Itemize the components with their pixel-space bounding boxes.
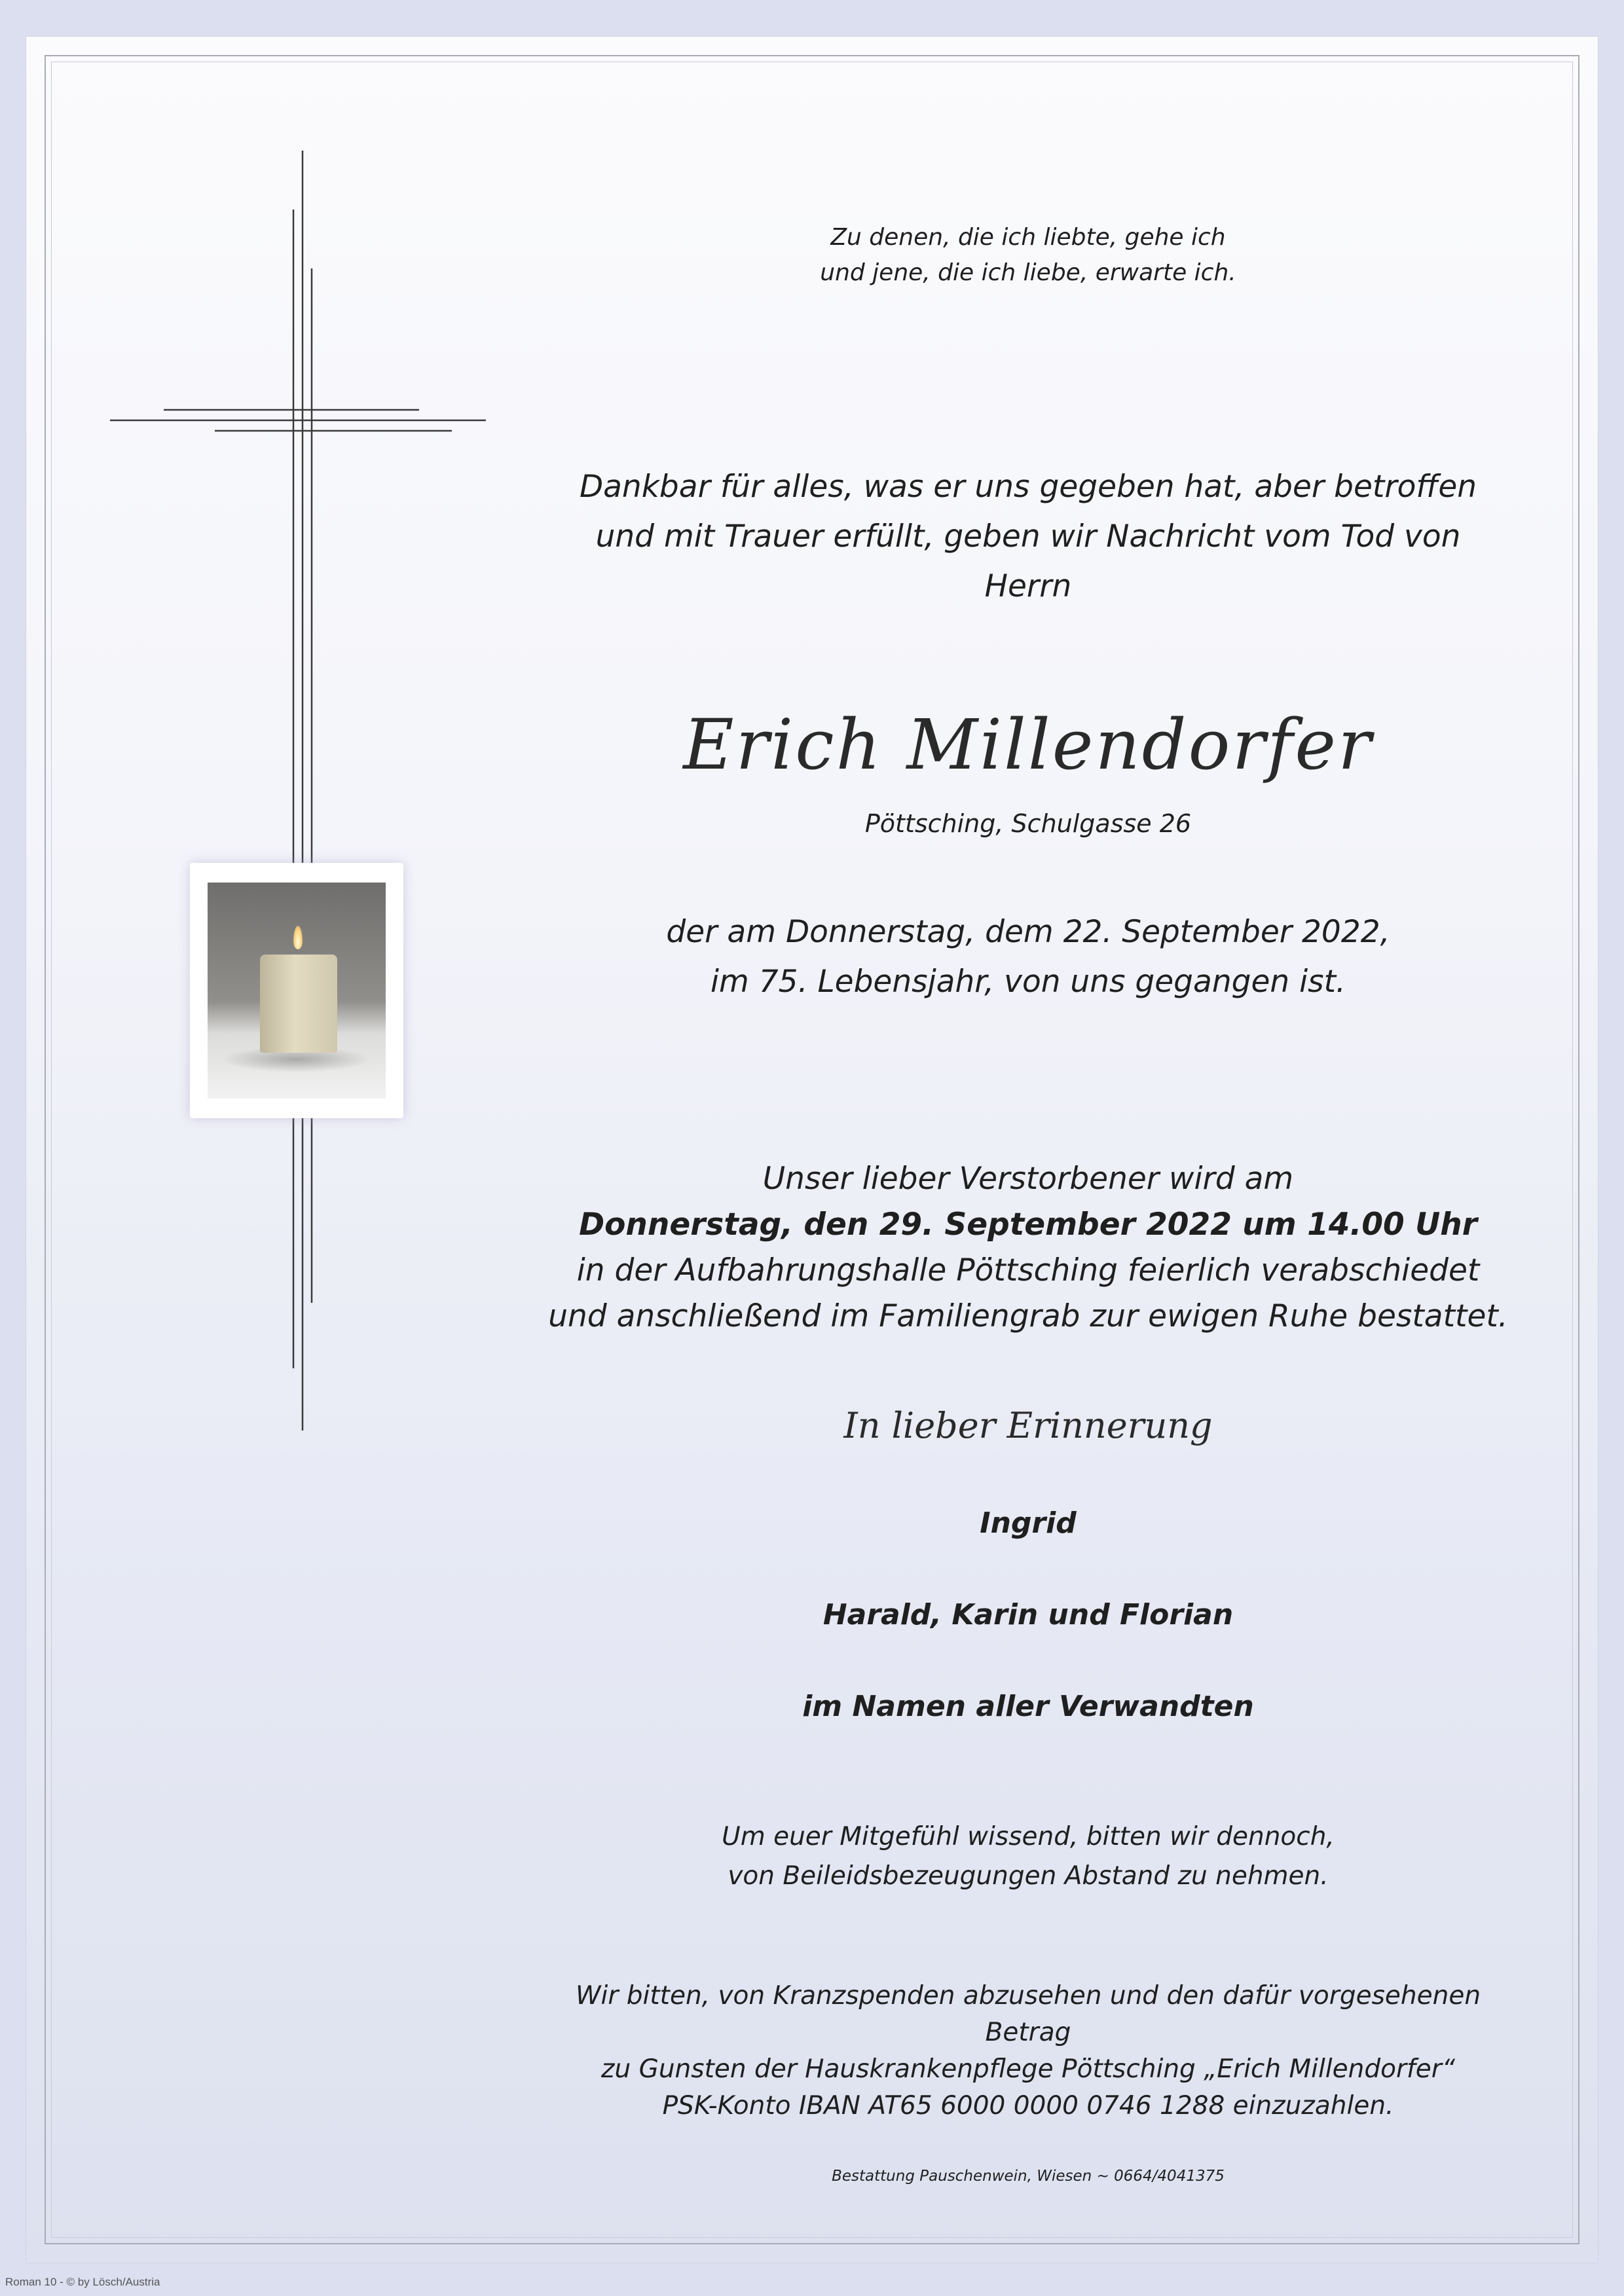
funeral-line: und anschließend im Familiengrab zur ewigen Ruhe bestattet. — [548, 1298, 1508, 1334]
intro-line: und mit Trauer erfüllt, geben wir Nachricht vom Tod von — [595, 519, 1461, 555]
deceased-name: Erich Millendorfer — [683, 704, 1373, 785]
death-line: im 75. Lebensjahr, von uns gegangen ist. — [710, 964, 1346, 1000]
candle-photo — [208, 883, 386, 1099]
donation-line: Wir bitten, von Kranzspenden abzusehen und den dafür vorgesehenen Betrag — [575, 1981, 1481, 2047]
motto-line: Zu denen, die ich liebte, gehe ich — [830, 224, 1226, 251]
intro-line: Dankbar für alles, was er uns gegeben hat, aber betroffen — [579, 469, 1477, 505]
memory-heading: In lieber Erinnerung — [843, 1405, 1213, 1446]
funeral-line: in der Aufbahrungshalle Pöttsching feierlich verabschiedet — [576, 1252, 1480, 1288]
family-member: im Namen aller Verwandten — [802, 1690, 1254, 1723]
candle-image — [190, 863, 403, 1118]
address: Pöttsching, Schulgasse 26 — [864, 809, 1192, 838]
donation-line: PSK-Konto IBAN AT65 6000 0000 0746 1288 einzuzahlen. — [662, 2091, 1394, 2121]
funeral-line: Unser lieber Verstorbener wird am — [762, 1161, 1294, 1197]
funeral-date: Donnerstag, den 29. September 2022 um 14.00 Uhr — [579, 1207, 1477, 1243]
donation-line: zu Gunsten der Hauskrankenpflege Pöttsching „Erich Millendorfer“ — [601, 2054, 1455, 2084]
death-line: der am Donnerstag, dem 22. September 2022, — [666, 914, 1390, 950]
family-member: Ingrid — [980, 1506, 1077, 1540]
sympathy-line: von Beileidsbezeugungen Abstand zu nehmen. — [728, 1861, 1329, 1891]
candle-icon — [260, 955, 337, 1053]
sympathy-line: Um euer Mitgefühl wissend, bitten wir dennoch, — [722, 1822, 1335, 1851]
footer-credit: Roman 10 - © by Lösch/Austria — [5, 2276, 160, 2288]
family-member: Harald, Karin und Florian — [822, 1598, 1234, 1631]
undertaker-info: Bestattung Pauschenwein, Wiesen ~ 0664/4041375 — [832, 2168, 1225, 2185]
motto-line: und jene, die ich liebe, erwarte ich. — [820, 259, 1236, 286]
flame-icon — [293, 926, 303, 949]
intro-line: Herrn — [984, 568, 1072, 604]
